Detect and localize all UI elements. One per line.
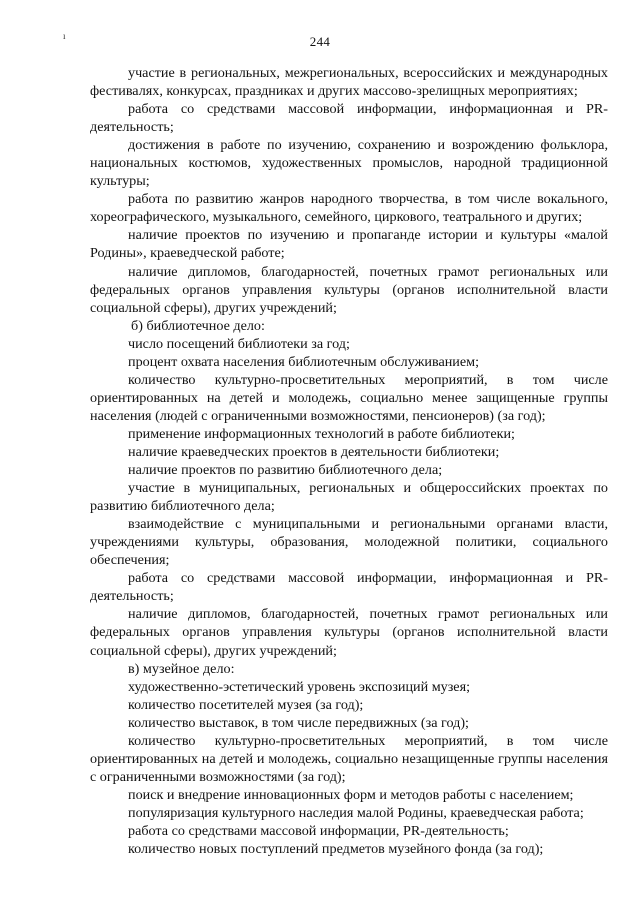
margin-mark: ı xyxy=(63,31,66,41)
paragraph: работа со средствами массовой информации, информационная и PR-деятельность; xyxy=(90,101,608,136)
paragraph: количество новых поступлений предметов музейного фонда (за год); xyxy=(128,841,544,858)
section-heading: в) музейное дело: xyxy=(128,660,235,677)
paragraph: наличие краеведческих проектов в деятельности библиотеки; xyxy=(128,443,500,460)
paragraph: взаимодействие с муниципальными и региональными органами власти, учреждениями культуры, образования, молодежной политики, социального обеспечения; xyxy=(90,516,608,569)
paragraph: работа по развитию жанров народного творчества, в том числе вокального, хореографического, музыкального, семейного, циркового, театрального и других; xyxy=(90,191,608,226)
paragraph: работа со средствами массовой информации, информационная и PR-деятельность; xyxy=(90,570,608,605)
paragraph: поиск и внедрение инновационных форм и методов работы с населением; xyxy=(128,786,574,803)
paragraph: количество посетителей музея (за год); xyxy=(128,696,364,713)
paragraph: достижения в работе по изучению, сохранению и возрождению фольклора, национальных костюмов, художественных промыслов, народной традиционной культуры; xyxy=(90,137,608,190)
paragraph: участие в муниципальных, региональных и общероссийских проектах по развитию библиотечного дела; xyxy=(90,480,608,515)
paragraph: наличие проектов по развитию библиотечного дела; xyxy=(128,462,443,479)
paragraph: наличие проектов по изучению и пропаганде истории и культуры «малой Родины», краеведческой работе; xyxy=(90,227,608,262)
paragraph: популяризация культурного наследия малой Родины, краеведческая работа; xyxy=(128,804,584,821)
paragraph: число посещений библиотеки за год; xyxy=(128,335,350,352)
paragraph: наличие дипломов, благодарностей, почетных грамот региональных или федеральных органов управления культуры (органов исполнительной власти социальной сферы), других учреждений; xyxy=(90,606,608,659)
paragraph: количество выставок, в том числе передвижных (за год); xyxy=(128,714,469,731)
body-text xyxy=(90,64,608,858)
paragraph: художественно-эстетический уровень экспозиций музея; xyxy=(128,678,471,695)
paragraph: работа со средствами массовой информации, PR-деятельность; xyxy=(128,822,509,839)
paragraph: применение информационных технологий в работе библиотеки; xyxy=(128,425,515,442)
paragraph: количество культурно-просветительных мероприятий, в том числе ориентированных на детей и молодежь, социально незащищенные группы населения с ограниченными возможностями (за год); xyxy=(90,732,608,785)
paragraph: процент охвата населения библиотечным обслуживанием; xyxy=(128,353,480,370)
section-heading: б) библиотечное дело: xyxy=(131,317,265,334)
page-number: 244 xyxy=(309,34,331,49)
paragraph: количество культурно-просветительных мероприятий, в том числе ориентированных на детей и молодежь, социально менее защищенные группы населения (людей с ограниченными возможностями, пенсионеров) (за год); xyxy=(90,371,608,424)
paragraph: наличие дипломов, благодарностей, почетных грамот региональных или федеральных органов управления культуры (органов исполнительной власти социальной сферы), других учреждений; xyxy=(90,263,608,316)
paragraph: участие в региональных, межрегиональных, всероссийских и международных фестивалях, конкурсах, праздниках и других массово-зрелищных мероприятиях; xyxy=(90,65,608,100)
